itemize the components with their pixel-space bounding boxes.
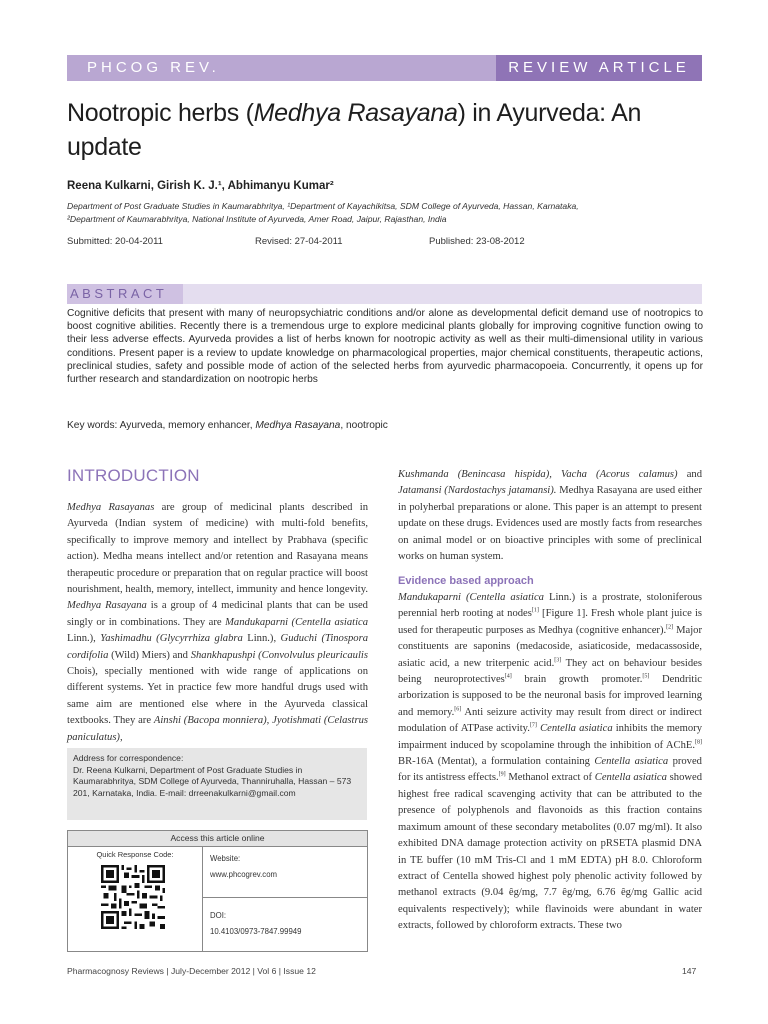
- citation-ref: [2]: [666, 624, 674, 631]
- evidence-body: [398, 590, 702, 935]
- qr-label: Quick Response Code:: [96, 850, 174, 859]
- correspondence-heading: Address for correspondence:: [73, 753, 184, 763]
- introduction-heading: INTRODUCTION: [67, 466, 200, 485]
- text-run: proved for its antistress effects.: [398, 756, 702, 784]
- italic-run: Mandukaparni (Centella asiatica: [225, 616, 369, 628]
- abstract-text: Cognitive deficits that present with many of neuropsychiatric conditions and/or alone as developmental deficit demand use of nootropics to boost cognitive abilities. Recently there is a tremendous urge to explore medicinal plants globally for improving cognitive function owing to their less adverse effects. Ayurveda provides a list of herbs known for nootropic activity as well as their multi-dimensional utility in various conditions. Present paper is a review to update knowledge on pharmacological properties, major chemical constituents, therapeutic actions, preclinical studies, safety and possible mode of action of the selected herbs from ayurvedic pharmacopoeia. Concurrently, it opens up for further research and standardization on nootropic herbs: [67, 308, 703, 386]
- citation-ref: [5]: [642, 673, 650, 680]
- submitted-date: Submitted: 20-04-2011: [67, 236, 163, 247]
- italic-run: Centella asiatica: [594, 772, 667, 784]
- article-type-label: REVIEW ARTICLE: [496, 55, 702, 81]
- italic-run: Guduchi (Tinospora cordifolia: [67, 633, 368, 661]
- access-heading: Access this article online: [68, 831, 367, 847]
- italic-run: Medhya Rasayanas: [67, 502, 155, 513]
- citation-ref: [9]: [498, 771, 506, 778]
- text-run: is a group of 4 medicinal plants that can be used singly or in combinations. They are: [67, 600, 368, 628]
- text-run: showed highest free radical scavenging activity that can be attributed to the presence of polyphenols and flavonoids as this fraction contains maximum amount of these secondary metabolites (0.07 mg/ml). It also exhibited DNA damage protection activity on pRSETA plasmid DNA in TE buffer (10 mM Tris-Cl and 1 mM EDTA) pH 8.0. Chloroform extract of Centella showed highest poly phenolic activity followed by methanol extracts (9.04 êg/mg, 7.7 êg/mg, 6.76 êg/mg Gallic acid equivalents respectively); while flavinoids were abundant in water extracts, followed by chloroform extracts. These two: [398, 772, 703, 932]
- text-run: BR-16A (Mentat), a formulation containing: [398, 756, 595, 768]
- abstract-header-bar: [67, 284, 702, 304]
- text-run: Methanol extract of: [505, 772, 595, 784]
- published-date: Published: 23-08-2012: [429, 236, 525, 247]
- italic-run: Jatamansi (Nardostachys jatamansi).: [398, 485, 557, 497]
- revised-date: Revised: 27-04-2011: [255, 236, 343, 247]
- affiliation-line: Department of Post Graduate Studies in Kaumarabhritya, ¹Department of Kayachikitsa, SDM College of Ayurveda, Hassan, Karnataka,: [67, 201, 579, 211]
- citation-ref: [1]: [531, 607, 539, 614]
- text-run: and: [677, 469, 702, 480]
- affiliations: [67, 200, 707, 226]
- citation-ref: [7]: [529, 722, 537, 729]
- page-number: 147: [682, 966, 697, 976]
- text-run: Medhya Rasayana are used either in polyherbal preparations or alone. This paper is an attempt to present update on these drugs. Evidences used are mostly facts from researches on animal model or on bioactive principles with some of preclinical works on human system.: [398, 485, 702, 563]
- citation-ref: [3]: [554, 657, 562, 664]
- qr-code-icon: [101, 865, 165, 929]
- evidence-heading: Evidence based approach: [398, 575, 534, 587]
- qr-cell: [68, 847, 203, 951]
- introduction-body-right: [398, 467, 702, 565]
- text-run: Chois), specially mentioned with wide range of applications on different systems. Yet in practice few more handful drugs used with same aim are mentioned else where in the Ayurveda classical textbooks. They are: [67, 666, 368, 727]
- text-run: Linn.),: [67, 633, 101, 645]
- journal-abbrev: PHCOG REV.: [87, 59, 220, 76]
- italic-run: Medhya Rasayana: [67, 600, 147, 612]
- correspondence-box: [67, 748, 367, 820]
- text-run: are group of medicinal plants described in Ayurveda (Indian system of medicine) with multi-fold benefits, specifically to improve memory and intellect by Prabhava (specific action). Medha means intellect and/or retention and Rasayana means therapeutic procedure or preparation that on regular practice will boost nourishment, health, memory, intellect, immunity and hence longevity.: [67, 502, 369, 596]
- correspondence-body: Dr. Reena Kulkarni, Department of Post Graduate Studies in Kaumarabhritya, SDM College of Ayurveda, Thanniruhalla, Hassan – 573 201, Karnataka, India. E-mail: drreenakulkarni@gmail.com: [73, 764, 352, 798]
- footer-citation: Pharmacognosy Reviews | July-December 2012 | Vol 6 | Issue 12: [67, 966, 316, 976]
- italic-run: Kushmanda (Benincasa hispida), Vacha (Acorus calamus): [398, 469, 678, 480]
- journal-header-bar: [67, 55, 702, 81]
- website-label: Website:: [210, 854, 241, 863]
- text-run: They act on behaviour besides being neuroprotectives: [398, 657, 702, 686]
- citation-ref: [4]: [504, 673, 512, 680]
- introduction-body-left: [67, 500, 368, 746]
- text-run: Anti seizure activity may result from direct or indirect modulation of ATPase activity.: [398, 706, 703, 735]
- website-link[interactable]: www.phcogrev.com: [210, 870, 278, 879]
- affiliation-line: ²Department of Kaumarabhritya, National Institute of Ayurveda, Amer Road, Jaipur, Rajasthan, India: [67, 214, 447, 224]
- italic-run: Yashimadhu (Glycyrrhiza glabra: [100, 633, 243, 645]
- text-run: Major constituents are saponins (medacoside, asiaticoside, medacassoside, asiatic acid, a new triterpenic acid.: [398, 624, 702, 669]
- italic-run: Shankhapushpi (Convolvulus pleuricaulis: [190, 649, 368, 661]
- italic-run: Centella asiatica: [540, 723, 613, 735]
- keywords: Key words: Ayurveda, memory enhancer, Medhya Rasayana, nootropic: [67, 420, 388, 431]
- doi-block: [210, 910, 301, 938]
- text-run: (Wild) Miers) and: [108, 649, 191, 661]
- italic-run: Ainshi (Bacopa monniera), Jyotishmati (Celastrus paniculatus),: [67, 715, 368, 743]
- citation-ref: [8]: [695, 739, 702, 746]
- text-run: brain growth promoter.: [511, 674, 643, 686]
- text-run: inhibits the memory impairment induced by scopolamine through the inhibition of AChE.: [398, 723, 702, 751]
- doi-value: 10.4103/0973-7847.99949: [210, 927, 302, 936]
- citation-ref: [6]: [454, 706, 462, 713]
- text-run: Dendritic arborization is supposed to be the neuronal basis for improved learning and memory.: [398, 674, 702, 718]
- author-list: Reena Kulkarni, Girish K. J.¹, Abhimanyu Kumar²: [67, 180, 334, 192]
- text-run: [Figure 1]. Fresh whole plant juice is used for therapeutic purposes as Medhya (cognitive enhancer).: [398, 608, 703, 636]
- divider: [202, 897, 367, 898]
- italic-run: Mandukaparni (Centella asiatica: [398, 592, 544, 603]
- doi-label: DOI:: [210, 911, 227, 920]
- abstract-heading: ABSTRACT: [67, 284, 183, 304]
- access-online-box: [67, 830, 368, 952]
- text-run: Linn.) is a prostrate, stoloniferous perennial herb rooting at nodes: [398, 592, 702, 620]
- website-block: [210, 853, 277, 881]
- article-title: Nootropic herbs (Medhya Rasayana) in Ayurveda: An update: [67, 99, 642, 161]
- text-run: Linn.),: [242, 633, 281, 645]
- italic-run: Centella asiatica: [594, 756, 669, 768]
